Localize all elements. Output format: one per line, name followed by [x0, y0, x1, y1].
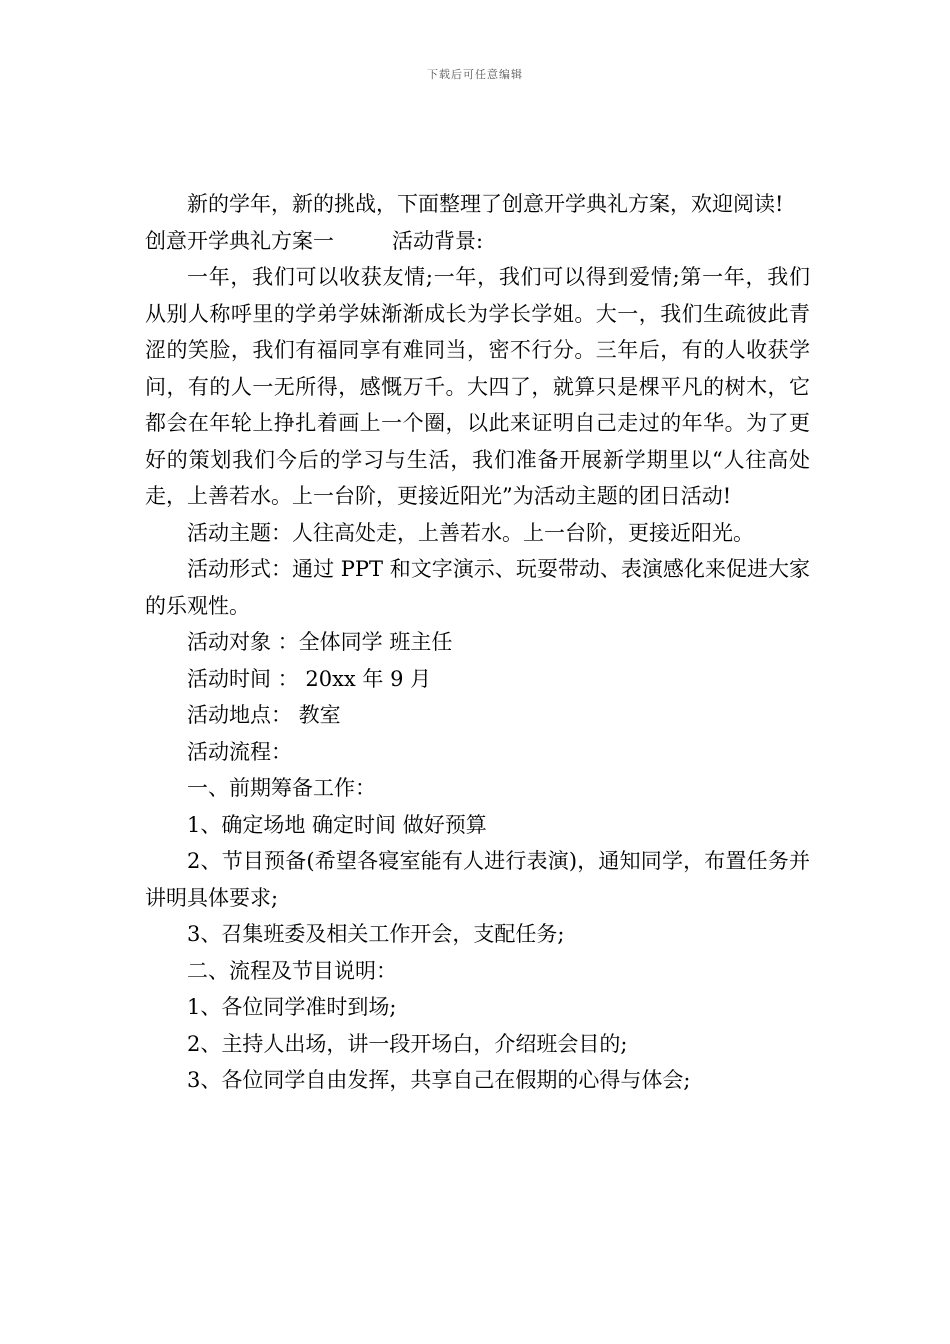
activity-theme: 活动主题：人往高处走，上善若水。上一台阶，更接近阳光。 [187, 520, 754, 545]
prep-item-2: 2、节目预备(希望各寝室能有人进行表演)，通知同学，布置任务并讲明具体要求; [145, 849, 810, 910]
prep-item-1: 1、确定场地 确定时间 做好预算 [187, 812, 487, 837]
plan-title: 创意开学典礼方案一 [145, 228, 334, 253]
page-header: 下载后可任意编辑 [427, 68, 523, 81]
activity-location: 活动地点： 教室 [187, 703, 341, 727]
section-heading [145, 223, 810, 260]
program-item-1: 1、各位同学准时到场; [187, 995, 397, 1019]
activity-audience: 活动对象 ：全体同学 班主任 [187, 630, 453, 654]
intro-paragraph: 新的学年，新的挑战，下面整理了创意开学典礼方案，欢迎阅读! [187, 192, 784, 216]
program-item-2: 2、主持人出场，讲一段开场白，介绍班会目的; [187, 1031, 628, 1056]
document-body [145, 186, 810, 1099]
activity-process-heading: 活动流程： [187, 739, 292, 764]
activity-time: 活动时间 ： 20xx 年 9 月 [187, 666, 432, 691]
background-label: 活动背景: [392, 228, 484, 253]
background-paragraph: 一年，我们可以收获友情;一年，我们可以得到爱情;第一年，我们从别人称呼里的学弟学妹渐渐成长为学长学姐。大一，我们生疏彼此青涩的笑脸，我们有福同享有难同当，密不行分。三年后，有的人收获学问，有的人一无所得，感慨万千。大四了，就算只是棵平凡的树木，它都会在年轮上挣扎着画上一个圈，以此来证明自己走过的年华。为了更好的策划我们今后的学习与生活，我们准备开展新学期里以“人往高处走，上善若水。上一台阶，更接近阳光”为活动主题的团日活动! [145, 265, 810, 508]
prep-item-3: 3、召集班委及相关工作开会，支配任务; [187, 922, 565, 946]
program-item-3: 3、各位同学自由发挥，共享自己在假期的心得与体会; [187, 1068, 691, 1092]
activity-format: 活动形式：通过 PPT 和文字演示、玩耍带动、表演感化来促进大家的乐观性。 [145, 557, 810, 618]
prep-heading: 一、前期筹备工作： [187, 776, 376, 800]
program-heading: 二、流程及节目说明： [187, 958, 397, 983]
